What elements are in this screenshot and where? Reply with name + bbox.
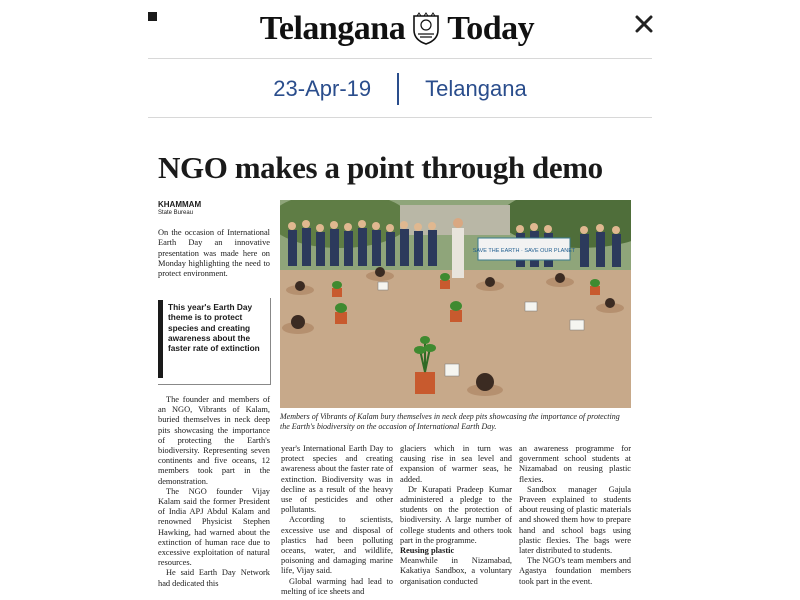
paragraph: an awareness programme for government school students at Nizamabad on reusing plastic flexies.: [519, 444, 631, 484]
paragraph: He said Earth Day Network had dedicated this: [158, 568, 270, 588]
publication-date: 23-Apr-19: [273, 76, 372, 101]
pull-quote: [158, 298, 271, 385]
meta-separator: [397, 73, 399, 105]
bureau-credit: State Bureau: [158, 210, 194, 216]
pull-quote-bar: [158, 300, 163, 378]
article-column-4: [519, 444, 631, 587]
article-intro: On the occasion of International Earth Day an innovative presentation was made here on Monday highlighting the need to protect environment.: [158, 228, 270, 279]
paragraph: The NGO's team members and Agastya foundation members took part in the event.: [519, 556, 631, 586]
paragraph: The founder and members of an NGO, Vibrants of Kalam, buried themselves in neck deep pits showcasing the importance of protecting the Earth's biodiversity. Representing seven continents and five oceans, 12 members took part in the demonstration.: [158, 395, 270, 486]
divider: [148, 117, 652, 118]
article-headline: NGO makes a point through demo: [158, 150, 603, 185]
article-photo[interactable]: [280, 200, 631, 408]
menu-marker-icon[interactable]: [148, 12, 157, 21]
brand-logo[interactable]: [232, 6, 562, 52]
masthead: [0, 0, 800, 58]
photo-banner-text: SAVE THE EARTH · SAVE OUR PLANET: [472, 248, 576, 254]
edition-name: Telangana: [425, 76, 527, 101]
photo-scene: [280, 200, 631, 408]
close-icon[interactable]: [630, 10, 658, 38]
article-column-1: [158, 395, 270, 589]
paragraph: year's International Earth Day to protect species and creating awareness about the faster rate of extinction. Biodiversity was in decline as a result of the heavy use of pesticides and other pollutants.: [281, 444, 393, 515]
emblem-icon: [411, 12, 441, 46]
subheading: Reusing plastic: [400, 546, 455, 556]
article-column-3: [400, 444, 512, 587]
paragraph: Dr Kurapati Pradeep Kumar administered a pledge to the students on the protection of biodiversity. A large number of college students and others took part in the programme.: [400, 484, 512, 545]
paragraph: The NGO founder Vijay Kalam said the former President of India APJ Abdul Kalam and renowned Physicist Stephen Hawking, had warned about the extinction of human race due to excessive exploitation of natural resources.: [158, 486, 270, 568]
brand-right: Today: [447, 10, 535, 47]
paragraph: Global warming had lead to melting of ice sheets and: [281, 576, 393, 596]
paragraph: Sandbox manager Gajula Praveen explained to students about reusing of plastic materials and showed them how to prepare hand and school bags using plastic flexies. The bags were later distributed to students.: [519, 484, 631, 556]
paragraph: Meanwhile in Nizamabad, Kakatiya Sandbox, a voluntary organisation conducted: [400, 556, 512, 586]
brand-left: Telangana: [259, 10, 406, 47]
paragraph: According to scientists, excessive use and disposal of plastics had been polluting oceans, water, and wildlife, poisoning and damaging marine life, Vijay said.: [281, 515, 393, 576]
photo-caption: Members of Vibrants of Kalam bury themselves in neck deep pits showcasing the importance of protecting the Earth's biodiversity on the occasion of International Earth Day.: [280, 412, 620, 431]
article-column-2: [281, 444, 393, 597]
paragraph: glaciers which in turn was causing rise in sea level and expansion of warmer seas, he added.: [400, 444, 512, 484]
dateline: KHAMMAM: [158, 200, 202, 209]
divider: [148, 58, 652, 59]
edition-meta: [148, 64, 652, 114]
pull-quote-text: This year's Earth Day theme is to protect species and creating awareness about the faster rate of extinction: [168, 302, 260, 354]
